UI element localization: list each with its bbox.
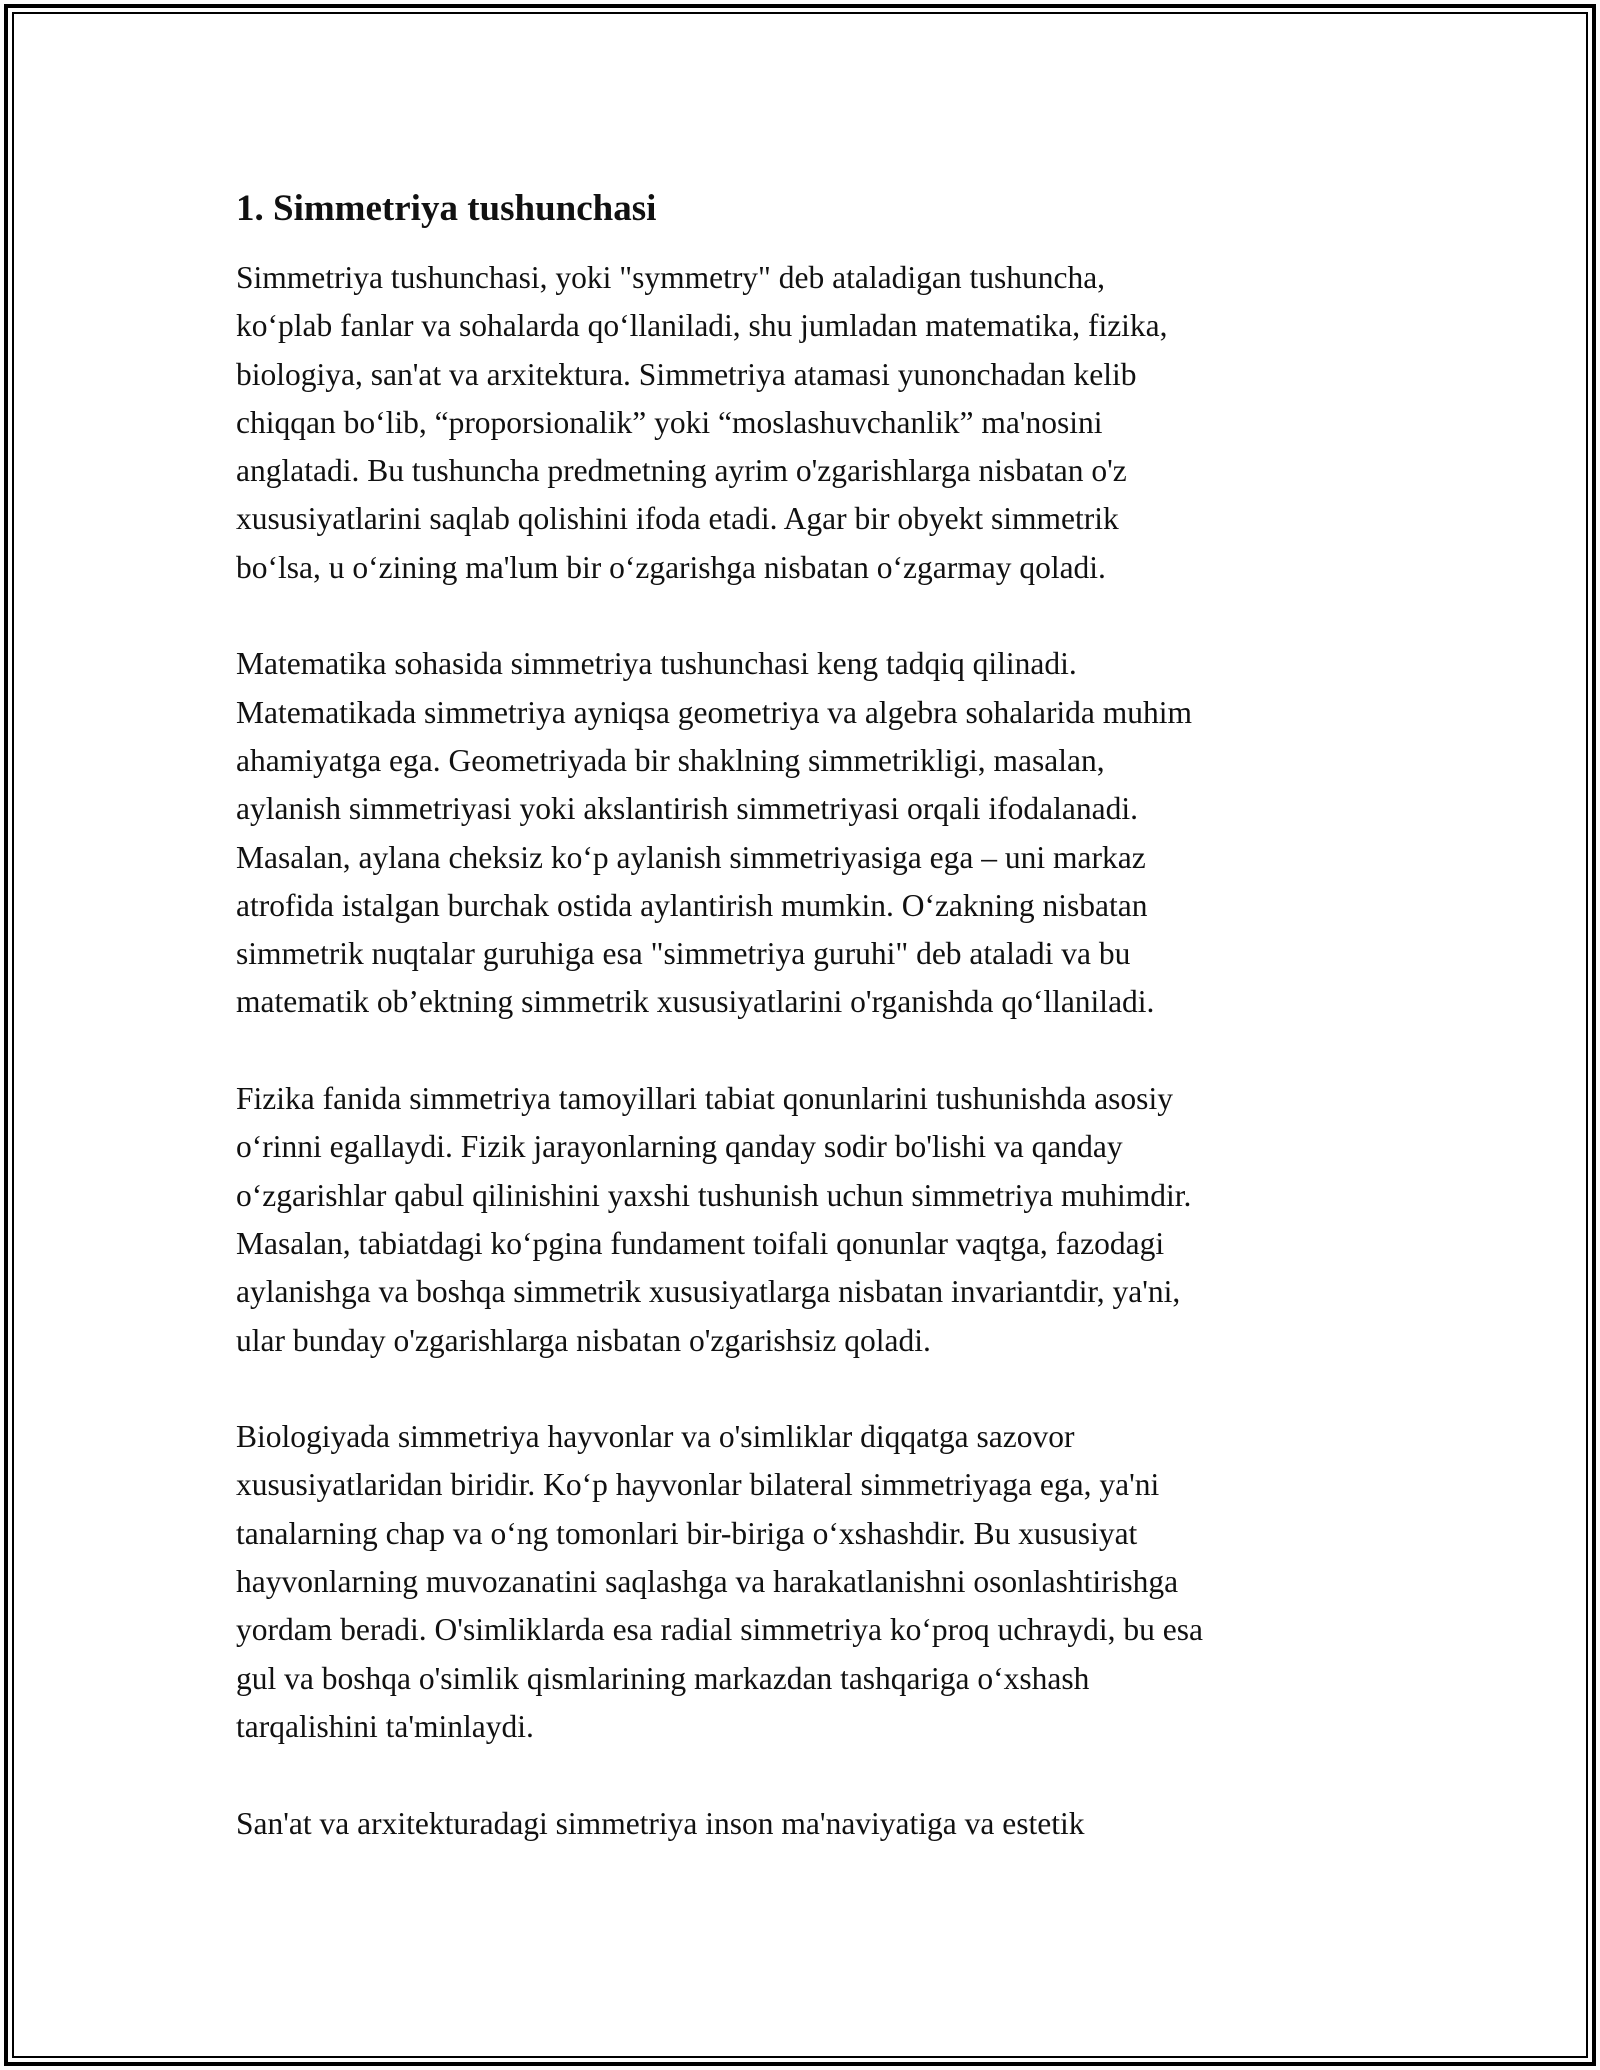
paragraph-mathematics	[236, 640, 1386, 1026]
text-line: xususiyatlarini saqlab qolishini ifoda etadi. Agar bir obyekt simmetrik	[236, 501, 1119, 537]
text-line: anglatadi. Bu tushuncha predmetning ayrim o'zgarishlarga nisbatan o'z	[236, 453, 1127, 489]
text-line: gul va boshqa o'simlik qismlarining markazdan tashqariga o‘xshash	[236, 1660, 1090, 1696]
section-title: 1. Simmetriya tushunchasi	[236, 188, 657, 229]
text-line: simmetrik nuqtalar guruhiga esa "simmetriya guruhi" deb ataladi va bu	[236, 936, 1131, 972]
text-line: Fizika fanida simmetriya tamoyillari tabiat qonunlarini tushunishda asosiy	[236, 1081, 1173, 1117]
text-line: o‘zgarishlar qabul qilinishini yaxshi tushunish uchun simmetriya muhimdir.	[236, 1177, 1192, 1213]
text-line: tarqalishini ta'minlaydi.	[236, 1708, 534, 1744]
paragraph-physics	[236, 1075, 1386, 1365]
text-line: Masalan, tabiatdagi ko‘pgina fundament toifali qonunlar vaqtga, fazodagi	[236, 1225, 1165, 1261]
text-line: yordam beradi. O'simliklarda esa radial simmetriya ko‘proq uchraydi, bu esa	[236, 1612, 1203, 1648]
text-line: aylanishga va boshqa simmetrik xususiyatlarga nisbatan invariantdir, ya'ni,	[236, 1274, 1181, 1310]
text-line: ahamiyatga ega. Geometriyada bir shaklning simmetrikligi, masalan,	[236, 742, 1105, 778]
text-line: bo‘lsa, u o‘zining ma'lum bir o‘zgarishga nisbatan o‘zgarmay qoladi.	[236, 549, 1106, 585]
paragraph-biology	[236, 1413, 1386, 1751]
text-line: chiqqan bo‘lib, “proporsionalik” yoki “moslashuvchanlik” ma'nosini	[236, 404, 1103, 440]
paragraph-art-architecture	[236, 1800, 1386, 1848]
text-line: xususiyatlaridan biridir. Ko‘p hayvonlar bilateral simmetriyaga ega, ya'ni	[236, 1467, 1160, 1503]
paragraph-spacer	[236, 1751, 1386, 1799]
paragraph-definition	[236, 254, 1386, 592]
paragraph-spacer	[236, 1365, 1386, 1413]
document-body	[236, 185, 1386, 1848]
text-line: matematik ob’ektning simmetrik xususiyatlarini o'rganishda qo‘llaniladi.	[236, 984, 1155, 1020]
paragraph-spacer	[236, 592, 1386, 640]
text-line: hayvonlarning muvozanatini saqlashga va harakatlanishni osonlashtirishga	[236, 1564, 1179, 1600]
text-line: aylanish simmetriyasi yoki akslantirish simmetriyasi orqali ifodalanadi.	[236, 791, 1138, 827]
paragraph-spacer	[236, 1027, 1386, 1075]
text-line: tanalarning chap va o‘ng tomonlari bir-biriga o‘xshashdir. Bu xususiyat	[236, 1515, 1138, 1551]
text-line: ular bunday o'zgarishlarga nisbatan o'zgarishsiz qoladi.	[236, 1322, 931, 1358]
text-line: Masalan, aylana cheksiz ko‘p aylanish simmetriyasiga ega – uni markaz	[236, 839, 1146, 875]
text-line: ko‘plab fanlar va sohalarda qo‘llaniladi, shu jumladan matematika, fizika,	[236, 308, 1168, 344]
text-line: Simmetriya tushunchasi, yoki "symmetry" deb ataladigan tushuncha,	[236, 260, 1106, 295]
text-line: San'at va arxitekturadagi simmetriya inson ma'naviyatiga va estetik	[236, 1805, 1085, 1841]
text-line: biologiya, san'at va arxitektura. Simmetriya atamasi yunonchadan kelib	[236, 356, 1137, 392]
text-line: o‘rinni egallaydi. Fizik jarayonlarning qanday sodir bo'lishi va qanday	[236, 1129, 1123, 1165]
text-line: Biologiyada simmetriya hayvonlar va o'simliklar diqqatga sazovor	[236, 1419, 1075, 1455]
text-line: Matematikada simmetriya ayniqsa geometriya va algebra sohalarida muhim	[236, 694, 1193, 730]
text-line: Matematika sohasida simmetriya tushunchasi keng tadqiq qilinadi.	[236, 646, 1077, 682]
text-line: atrofida istalgan burchak ostida aylantirish mumkin. O‘zakning nisbatan	[236, 887, 1148, 923]
